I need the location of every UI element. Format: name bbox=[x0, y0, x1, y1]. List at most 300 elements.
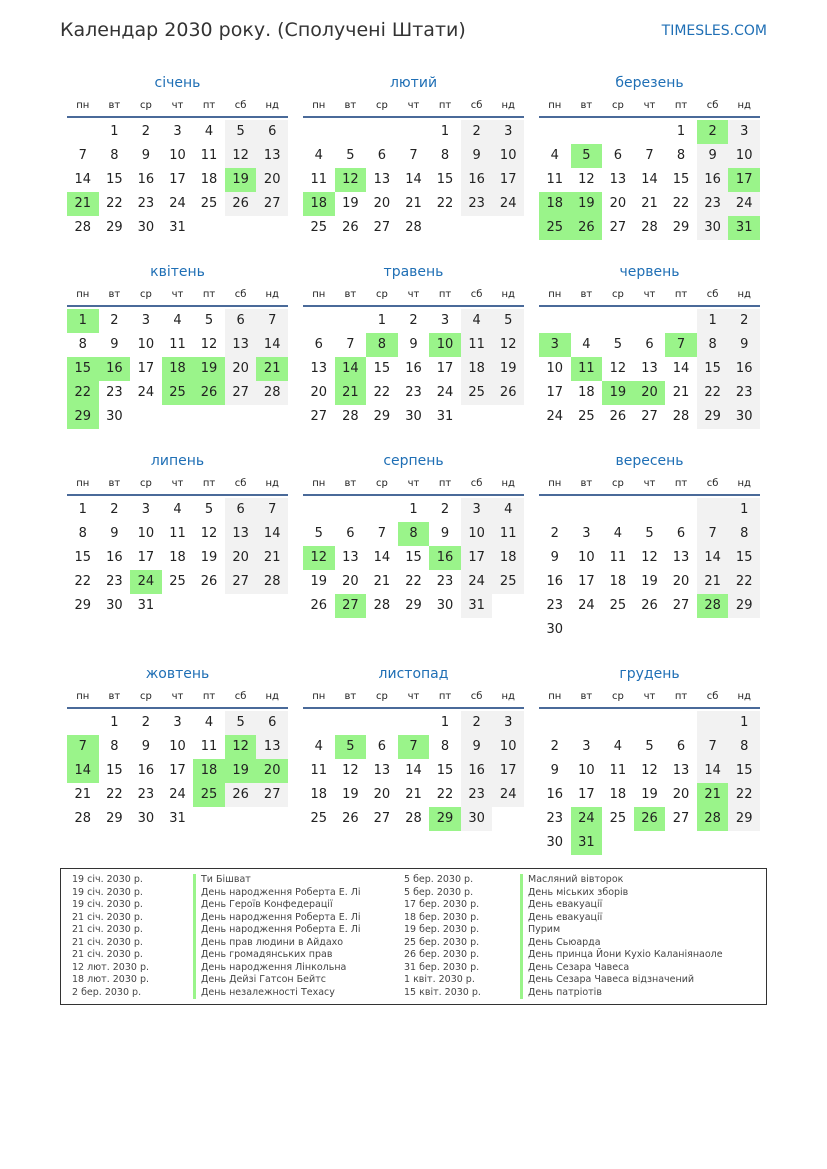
day-cell: 8 bbox=[676, 148, 686, 163]
day-cell: 26 bbox=[200, 574, 218, 589]
weekday-label: пт bbox=[202, 100, 216, 111]
day-cell: 23 bbox=[546, 598, 564, 613]
day-cell: 27 bbox=[256, 192, 288, 216]
day-cell: 15 bbox=[436, 763, 454, 778]
day-cell: 22 bbox=[697, 381, 729, 405]
day-cell: 8 bbox=[78, 337, 87, 352]
day-cell: 4 bbox=[582, 337, 591, 352]
weekday-label: вт bbox=[580, 289, 593, 300]
holiday-day-cell: 10 bbox=[429, 333, 461, 357]
day-cell: 23 bbox=[546, 811, 564, 826]
day-cell: 4 bbox=[204, 715, 214, 730]
weekday-label: чт bbox=[407, 289, 420, 300]
holiday-day-cell: 14 bbox=[335, 357, 367, 381]
days-grid bbox=[67, 711, 288, 831]
day-cell: 2 bbox=[440, 502, 450, 517]
day-cell: 17 bbox=[492, 168, 524, 192]
holiday-day-cell: 8 bbox=[366, 333, 398, 357]
weekday-label: сб bbox=[470, 100, 483, 111]
holiday-name: День народження Роберта Е. Лі bbox=[193, 887, 361, 900]
weekday-label: нд bbox=[737, 100, 751, 111]
weekday-header bbox=[67, 94, 288, 118]
day-cell: 4 bbox=[613, 526, 623, 541]
weekday-label: вт bbox=[344, 100, 357, 111]
day-cell: 31 bbox=[169, 811, 186, 826]
month-name: травень bbox=[383, 264, 444, 280]
day-cell: 4 bbox=[613, 739, 623, 754]
day-cell: 17 bbox=[578, 787, 595, 802]
weekday-label: вт bbox=[108, 100, 121, 111]
day-cell: 11 bbox=[169, 526, 186, 541]
holiday-day-cell: 7 bbox=[67, 735, 99, 759]
day-cell: 24 bbox=[492, 192, 524, 216]
day-cell: 19 bbox=[310, 574, 328, 589]
month-row bbox=[67, 450, 760, 642]
day-cell: 25 bbox=[200, 196, 218, 211]
holiday-name: Масляний вівторок bbox=[520, 874, 623, 887]
day-cell: 22 bbox=[436, 196, 454, 211]
holiday-day-cell: 18 bbox=[539, 192, 571, 216]
empty-cell bbox=[697, 498, 729, 522]
holiday-date: 25 бер. 2030 р. bbox=[404, 936, 480, 948]
days-grid bbox=[303, 120, 524, 240]
day-cell: 12 bbox=[200, 526, 218, 541]
day-cell: 11 bbox=[461, 333, 493, 357]
day-cell: 25 bbox=[609, 598, 627, 613]
day-cell: 29 bbox=[728, 807, 760, 831]
days-grid bbox=[539, 309, 760, 429]
day-cell: 1 bbox=[78, 502, 87, 517]
day-cell: 20 bbox=[310, 385, 328, 400]
weekday-label: нд bbox=[501, 289, 515, 300]
day-cell: 18 bbox=[200, 172, 218, 187]
month-name: січень bbox=[154, 75, 201, 91]
day-cell: 28 bbox=[256, 381, 288, 405]
day-cell: 5 bbox=[346, 148, 355, 163]
day-cell: 30 bbox=[728, 405, 760, 429]
day-cell: 7 bbox=[377, 526, 387, 541]
empty-cell bbox=[303, 711, 335, 735]
weekday-label: нд bbox=[501, 100, 515, 111]
holiday-name: День патріотів bbox=[520, 987, 602, 1000]
empty-cell bbox=[303, 120, 335, 144]
holiday-day-cell: 19 bbox=[571, 192, 603, 216]
holiday-day-cell: 12 bbox=[225, 735, 257, 759]
day-cell: 3 bbox=[492, 711, 524, 735]
weekday-label: пн bbox=[312, 100, 326, 111]
day-cell: 6 bbox=[225, 309, 257, 333]
day-cell: 30 bbox=[697, 216, 729, 240]
day-cell: 27 bbox=[225, 570, 257, 594]
days-grid bbox=[539, 120, 760, 240]
day-cell: 24 bbox=[137, 385, 155, 400]
day-cell: 4 bbox=[173, 502, 182, 517]
day-cell: 2 bbox=[141, 124, 151, 139]
day-cell: 6 bbox=[377, 739, 387, 754]
month-5 bbox=[303, 261, 524, 429]
day-cell: 30 bbox=[546, 835, 564, 850]
day-cell: 14 bbox=[256, 333, 288, 357]
day-cell: 9 bbox=[697, 144, 729, 168]
day-cell: 1 bbox=[728, 711, 760, 735]
day-cell: 23 bbox=[728, 381, 760, 405]
weekday-label: вт bbox=[344, 478, 357, 489]
holiday-date: 21 січ. 2030 р. bbox=[72, 936, 143, 948]
empty-cell bbox=[697, 711, 729, 735]
day-cell: 3 bbox=[173, 715, 182, 730]
weekday-label: вт bbox=[108, 691, 121, 702]
weekday-label: сб bbox=[470, 478, 483, 489]
empty-cell bbox=[398, 120, 430, 144]
weekday-label: вт bbox=[344, 289, 357, 300]
day-cell: 31 bbox=[169, 220, 186, 235]
weekday-label: сб bbox=[706, 691, 719, 702]
day-cell: 16 bbox=[137, 763, 155, 778]
day-cell: 29 bbox=[405, 598, 422, 613]
empty-cell bbox=[303, 498, 335, 522]
holiday-name: День міських зборів bbox=[520, 887, 628, 900]
empty-cell bbox=[665, 309, 697, 333]
weekday-header bbox=[67, 472, 288, 496]
day-cell: 27 bbox=[373, 220, 391, 235]
day-cell: 1 bbox=[697, 309, 729, 333]
weekday-label: ср bbox=[375, 691, 388, 702]
weekday-header bbox=[67, 283, 288, 307]
holiday-day-cell: 17 bbox=[728, 168, 760, 192]
weekday-label: нд bbox=[265, 100, 279, 111]
day-cell: 2 bbox=[550, 739, 559, 754]
holiday-day-cell: 21 bbox=[335, 381, 367, 405]
day-cell: 2 bbox=[409, 313, 418, 328]
day-cell: 6 bbox=[314, 337, 323, 352]
holiday-date: 19 січ. 2030 р. bbox=[72, 886, 143, 898]
day-cell: 3 bbox=[492, 120, 524, 144]
holiday-day-cell: 7 bbox=[398, 735, 430, 759]
weekday-label: чт bbox=[407, 478, 420, 489]
day-cell: 16 bbox=[728, 357, 760, 381]
day-cell: 13 bbox=[672, 763, 690, 778]
weekday-label: ср bbox=[611, 691, 624, 702]
day-cell: 19 bbox=[200, 550, 218, 565]
holiday-day-cell: 24 bbox=[571, 807, 603, 831]
empty-cell bbox=[634, 498, 666, 522]
day-cell: 13 bbox=[641, 361, 658, 376]
holiday-day-cell: 12 bbox=[303, 546, 335, 570]
day-cell: 14 bbox=[373, 550, 391, 565]
weekday-label: нд bbox=[737, 691, 751, 702]
holiday-name: День народження Роберта Е. Лі bbox=[193, 912, 361, 925]
holiday-day-cell: 11 bbox=[571, 357, 603, 381]
weekday-label: пн bbox=[548, 691, 562, 702]
empty-cell bbox=[335, 711, 367, 735]
holiday-day-cell: 18 bbox=[162, 357, 194, 381]
empty-cell bbox=[539, 309, 571, 333]
weekday-label: ср bbox=[375, 100, 388, 111]
day-cell: 22 bbox=[728, 783, 760, 807]
holiday-day-cell: 3 bbox=[539, 333, 571, 357]
day-cell: 3 bbox=[582, 526, 591, 541]
holiday-day-cell: 16 bbox=[99, 357, 131, 381]
day-cell: 12 bbox=[200, 337, 218, 352]
day-cell: 5 bbox=[204, 313, 214, 328]
weekday-label: пт bbox=[674, 478, 688, 489]
holiday-day-cell: 1 bbox=[67, 309, 99, 333]
month-name: листопад bbox=[378, 666, 449, 682]
weekday-label: чт bbox=[643, 478, 656, 489]
day-cell: 5 bbox=[225, 120, 257, 144]
day-cell: 18 bbox=[492, 546, 524, 570]
day-cell: 9 bbox=[550, 763, 559, 778]
weekday-label: ср bbox=[611, 478, 624, 489]
day-cell: 11 bbox=[609, 550, 627, 565]
day-cell: 6 bbox=[676, 526, 686, 541]
holiday-day-cell: 14 bbox=[67, 759, 99, 783]
day-cell: 5 bbox=[645, 739, 654, 754]
day-cell: 18 bbox=[461, 357, 493, 381]
holiday-day-cell: 21 bbox=[256, 357, 288, 381]
day-cell: 11 bbox=[200, 739, 218, 754]
holiday-day-cell: 25 bbox=[162, 381, 194, 405]
weekday-label: чт bbox=[643, 691, 656, 702]
day-cell: 29 bbox=[74, 598, 92, 613]
holiday-date: 31 бер. 2030 р. bbox=[404, 961, 480, 973]
empty-cell bbox=[67, 711, 99, 735]
day-cell: 27 bbox=[225, 381, 257, 405]
day-cell: 23 bbox=[137, 196, 155, 211]
day-cell: 25 bbox=[310, 220, 328, 235]
weekday-header bbox=[303, 685, 524, 709]
day-cell: 14 bbox=[405, 763, 422, 778]
day-cell: 19 bbox=[641, 787, 658, 802]
day-cell: 21 bbox=[405, 196, 422, 211]
day-cell: 31 bbox=[137, 598, 155, 613]
weekday-label: ср bbox=[139, 478, 152, 489]
day-cell: 18 bbox=[169, 550, 186, 565]
empty-cell bbox=[398, 711, 430, 735]
holiday-day-cell: 8 bbox=[398, 522, 430, 546]
day-cell: 17 bbox=[169, 763, 186, 778]
weekday-header bbox=[303, 283, 524, 307]
holiday-name: День евакуації bbox=[520, 899, 602, 912]
day-cell: 13 bbox=[609, 172, 627, 187]
weekday-label: сб bbox=[234, 289, 247, 300]
holiday-day-cell: 2 bbox=[697, 120, 729, 144]
empty-cell bbox=[366, 498, 398, 522]
day-cell: 10 bbox=[137, 526, 155, 541]
year-calendar-grid bbox=[67, 72, 760, 876]
weekday-label: чт bbox=[407, 691, 420, 702]
day-cell: 2 bbox=[461, 120, 493, 144]
day-cell: 28 bbox=[342, 409, 359, 424]
day-cell: 1 bbox=[377, 313, 387, 328]
weekday-label: пт bbox=[674, 100, 688, 111]
weekday-label: ср bbox=[611, 289, 624, 300]
day-cell: 13 bbox=[373, 172, 391, 187]
weekday-header bbox=[67, 685, 288, 709]
day-cell: 2 bbox=[141, 715, 151, 730]
holiday-day-cell: 25 bbox=[193, 783, 225, 807]
holiday-day-cell: 29 bbox=[67, 405, 99, 429]
empty-cell bbox=[539, 711, 571, 735]
empty-cell bbox=[602, 711, 634, 735]
holiday-day-cell: 29 bbox=[429, 807, 461, 831]
weekday-label: нд bbox=[265, 478, 279, 489]
day-cell: 12 bbox=[641, 763, 658, 778]
day-cell: 15 bbox=[728, 546, 760, 570]
day-cell: 16 bbox=[546, 787, 564, 802]
day-cell: 22 bbox=[728, 570, 760, 594]
day-cell: 27 bbox=[641, 409, 658, 424]
day-cell: 13 bbox=[225, 522, 257, 546]
weekday-label: сб bbox=[234, 691, 247, 702]
day-cell: 21 bbox=[256, 546, 288, 570]
month-8 bbox=[303, 450, 524, 642]
holiday-day-cell: 19 bbox=[225, 168, 257, 192]
day-cell: 22 bbox=[672, 196, 690, 211]
day-cell: 28 bbox=[405, 220, 422, 235]
empty-cell bbox=[539, 498, 571, 522]
day-cell: 10 bbox=[169, 148, 186, 163]
weekday-label: пт bbox=[202, 289, 216, 300]
month-7 bbox=[67, 450, 288, 642]
day-cell: 8 bbox=[110, 148, 119, 163]
holiday-day-cell: 22 bbox=[67, 381, 99, 405]
day-cell: 29 bbox=[106, 811, 123, 826]
day-cell: 12 bbox=[342, 763, 359, 778]
page-title: Календар 2030 року. (Сполучені Штати) bbox=[60, 19, 466, 41]
weekday-label: пт bbox=[438, 478, 452, 489]
weekday-label: чт bbox=[171, 691, 184, 702]
holiday-date: 18 лют. 2030 р. bbox=[72, 974, 149, 985]
day-cell: 10 bbox=[578, 550, 595, 565]
weekday-label: пт bbox=[202, 691, 216, 702]
day-cell: 23 bbox=[106, 574, 123, 589]
day-cell: 16 bbox=[106, 550, 123, 565]
holiday-date: 17 бер. 2030 р. bbox=[404, 899, 480, 910]
day-cell: 8 bbox=[110, 739, 119, 754]
day-cell: 4 bbox=[204, 124, 214, 139]
day-cell: 22 bbox=[106, 787, 123, 802]
day-cell: 8 bbox=[728, 735, 760, 759]
day-cell: 3 bbox=[141, 502, 151, 517]
day-cell: 27 bbox=[256, 783, 288, 807]
day-cell: 2 bbox=[550, 526, 559, 541]
weekday-label: пт bbox=[438, 100, 452, 111]
day-cell: 12 bbox=[578, 172, 595, 187]
month-name: грудень bbox=[619, 666, 680, 682]
day-cell: 26 bbox=[609, 409, 627, 424]
empty-cell bbox=[634, 120, 666, 144]
day-cell: 6 bbox=[676, 739, 686, 754]
day-cell: 3 bbox=[461, 498, 493, 522]
weekday-label: сб bbox=[706, 478, 719, 489]
day-cell: 9 bbox=[110, 526, 119, 541]
day-cell: 17 bbox=[137, 550, 155, 565]
holiday-name: День Сезара Чавеса bbox=[520, 962, 629, 975]
day-cell: 4 bbox=[314, 148, 323, 163]
day-cell: 28 bbox=[641, 220, 658, 235]
day-cell: 6 bbox=[613, 148, 623, 163]
weekday-label: вт bbox=[344, 691, 357, 702]
day-cell: 28 bbox=[405, 811, 422, 826]
day-cell: 3 bbox=[440, 313, 450, 328]
day-cell: 3 bbox=[728, 120, 760, 144]
day-cell: 15 bbox=[74, 550, 92, 565]
day-cell: 24 bbox=[728, 192, 760, 216]
holiday-day-cell: 31 bbox=[571, 831, 603, 855]
day-cell: 29 bbox=[373, 409, 391, 424]
holiday-date: 19 січ. 2030 р. bbox=[72, 874, 143, 885]
day-cell: 28 bbox=[256, 570, 288, 594]
day-cell: 9 bbox=[728, 333, 760, 357]
day-cell: 9 bbox=[440, 526, 450, 541]
day-cell: 5 bbox=[645, 526, 654, 541]
day-cell: 29 bbox=[672, 220, 690, 235]
day-cell: 7 bbox=[256, 309, 288, 333]
day-cell: 12 bbox=[225, 144, 257, 168]
weekday-label: вт bbox=[108, 478, 121, 489]
holiday-date: 21 січ. 2030 р. bbox=[72, 924, 143, 935]
day-cell: 15 bbox=[373, 361, 391, 376]
day-cell: 26 bbox=[641, 598, 658, 613]
weekday-label: вт bbox=[580, 100, 593, 111]
month-9 bbox=[539, 450, 760, 642]
day-cell: 29 bbox=[106, 220, 123, 235]
holiday-name: День евакуації bbox=[520, 912, 602, 925]
day-cell: 6 bbox=[256, 711, 288, 735]
day-cell: 14 bbox=[405, 172, 422, 187]
days-grid bbox=[67, 498, 288, 618]
site-link[interactable]: TIMESLES.COM bbox=[661, 23, 767, 39]
empty-cell bbox=[665, 711, 697, 735]
day-cell: 7 bbox=[645, 148, 654, 163]
days-grid bbox=[539, 498, 760, 642]
day-cell: 30 bbox=[461, 807, 493, 831]
day-cell: 18 bbox=[578, 385, 595, 400]
holiday-date: 15 квіт. 2030 р. bbox=[404, 986, 481, 998]
day-cell: 4 bbox=[550, 148, 559, 163]
day-cell: 4 bbox=[461, 309, 493, 333]
month-name: червень bbox=[619, 264, 680, 280]
day-cell: 25 bbox=[461, 381, 493, 405]
day-cell: 5 bbox=[225, 711, 257, 735]
day-cell: 16 bbox=[137, 172, 155, 187]
day-cell: 8 bbox=[78, 526, 87, 541]
holiday-day-cell: 31 bbox=[728, 216, 760, 240]
day-cell: 10 bbox=[578, 763, 595, 778]
weekday-label: сб bbox=[234, 100, 247, 111]
day-cell: 17 bbox=[492, 759, 524, 783]
holiday-date: 21 січ. 2030 р. bbox=[72, 949, 143, 960]
day-cell: 11 bbox=[546, 172, 564, 187]
day-cell: 13 bbox=[256, 144, 288, 168]
day-cell: 26 bbox=[342, 811, 359, 826]
day-cell: 12 bbox=[609, 361, 627, 376]
day-cell: 7 bbox=[697, 522, 729, 546]
day-cell: 9 bbox=[141, 148, 151, 163]
empty-cell bbox=[366, 120, 398, 144]
day-cell: 6 bbox=[377, 148, 387, 163]
day-cell: 6 bbox=[645, 337, 654, 352]
day-cell: 5 bbox=[204, 502, 214, 517]
holiday-day-cell: 26 bbox=[634, 807, 666, 831]
day-cell: 4 bbox=[314, 739, 323, 754]
day-cell: 3 bbox=[582, 739, 591, 754]
day-cell: 3 bbox=[141, 313, 151, 328]
weekday-label: чт bbox=[171, 289, 184, 300]
weekday-label: пн bbox=[548, 478, 562, 489]
day-cell: 9 bbox=[461, 144, 493, 168]
